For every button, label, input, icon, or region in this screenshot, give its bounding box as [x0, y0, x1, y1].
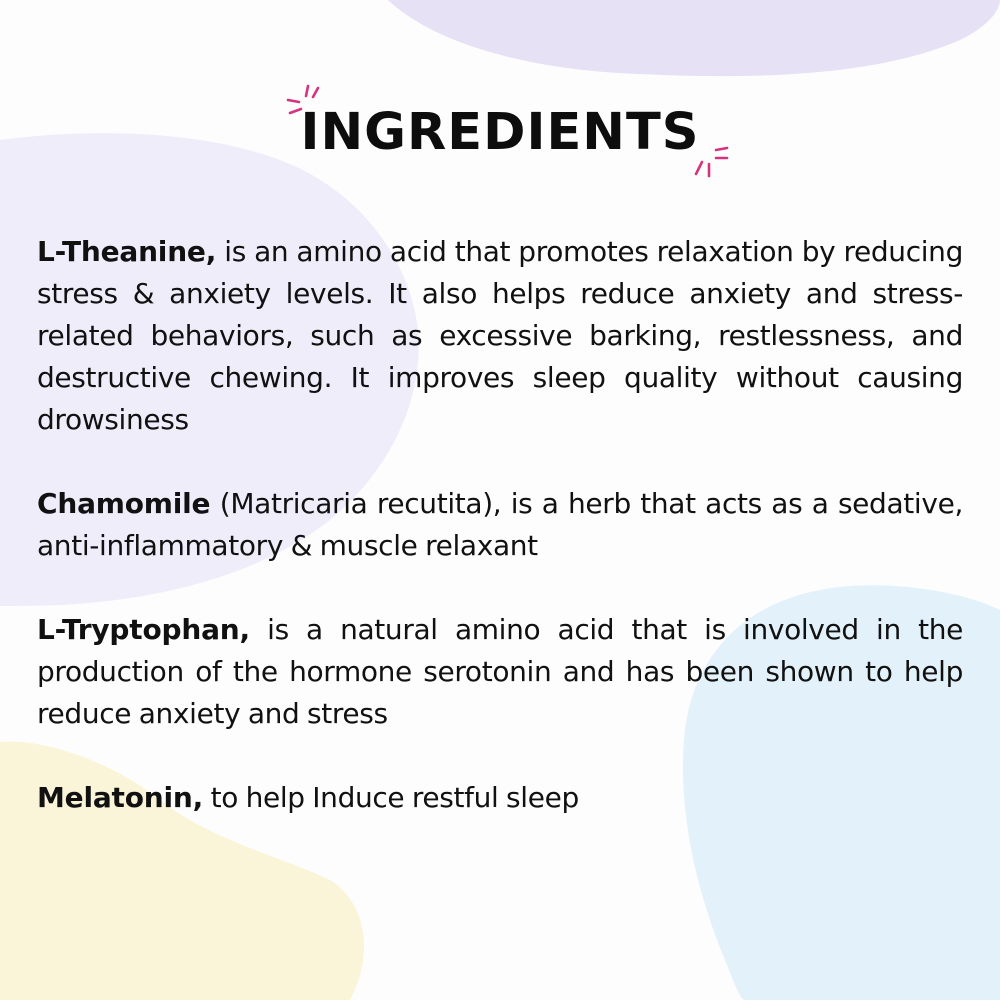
page-title: INGREDIENTS: [300, 103, 700, 162]
ingredient-paragraph: [37, 483, 963, 567]
ingredient-name: L-Tryptophan,: [37, 613, 250, 646]
blob-lavender-top: [388, 0, 1000, 76]
ingredient-name: Chamomile: [37, 487, 211, 520]
ingredient-paragraph: [37, 777, 963, 819]
ingredient-description: is an amino acid that promotes relaxation by reducing stress & anxiety levels. It also helps reduce anxiety and stress-related behaviors, such as excessive barking, restlessness, and destructive chewing. It improves sleep quality without causing drowsiness: [37, 235, 963, 436]
sparkle-icon: [284, 82, 324, 122]
sparkle-icon: [690, 140, 732, 182]
ingredient-paragraph: [37, 609, 963, 735]
ingredient-description: (Matricaria recutita), is a herb that acts as a sedative, anti-inflammatory & muscle relaxant: [37, 487, 963, 562]
title-block: [37, 88, 963, 178]
ingredient-description: to help Induce restful sleep: [203, 781, 579, 814]
ingredient-name: L-Theanine,: [37, 235, 217, 268]
ingredient-description: is a natural amino acid that is involved in the production of the hormone serotonin and has been shown to help reduce anxiety and stress: [37, 613, 963, 730]
ingredient-name: Melatonin,: [37, 781, 204, 814]
ingredient-paragraph: [37, 231, 963, 441]
